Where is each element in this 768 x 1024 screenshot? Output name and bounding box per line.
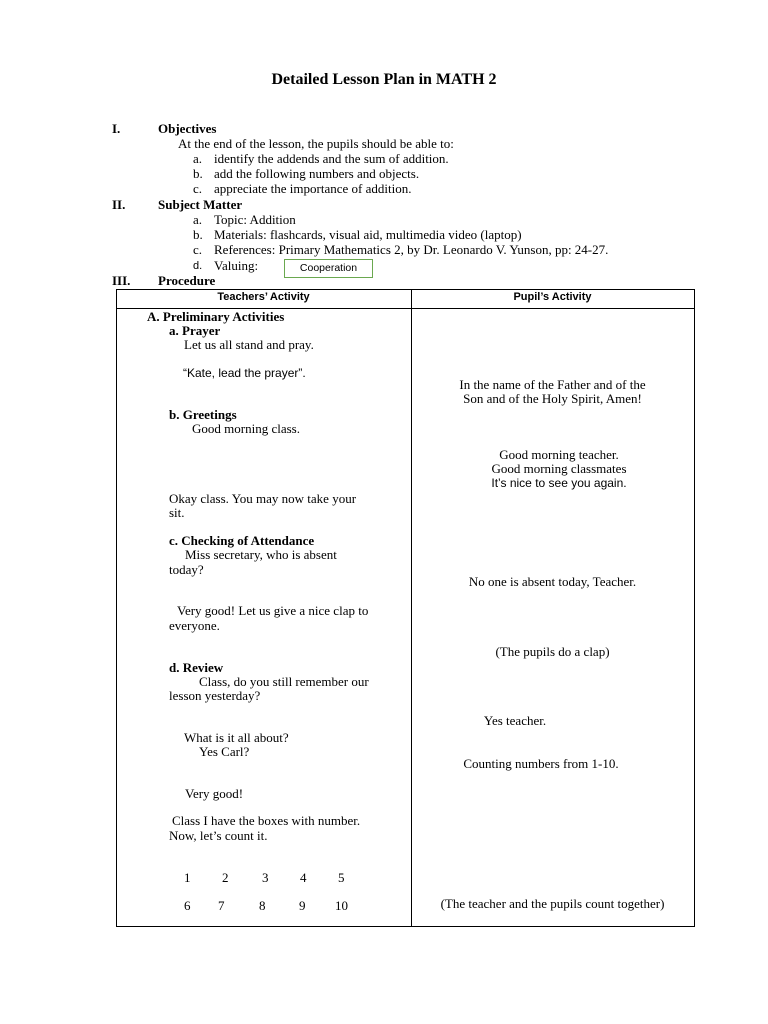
objective-letter: c. (193, 181, 203, 196)
subject-text: References: Primary Mathematics 2, by Dr. Leonardo V. Yunson, pp: 24-27. (214, 242, 609, 257)
objective-letter: a. (193, 151, 203, 166)
pupil-line: No one is absent today, Teacher. (468, 574, 637, 589)
column-header-teacher: Teachers’ Activity (217, 291, 310, 303)
number-box: 4 (300, 870, 307, 885)
teacher-line: Let us all stand and pray. (184, 337, 314, 352)
number-box: 7 (218, 898, 225, 913)
subject-letter: d. (193, 260, 203, 272)
number-box: 6 (184, 898, 191, 913)
subject-letter: a. (193, 212, 203, 227)
teacher-line: sit. (169, 505, 185, 520)
number-box: 5 (338, 870, 345, 885)
number-box: 2 (222, 870, 229, 885)
teacher-line: Very good! Let us give a nice clap to (177, 603, 369, 618)
pupil-line: (The pupils do a clap) (495, 644, 610, 659)
section-number-objectives: I. (112, 121, 121, 136)
valuing-box: Cooperation (284, 259, 373, 278)
teacher-line: Class I have the boxes with number. (172, 813, 361, 828)
teacher-line: What is it all about? (184, 730, 289, 745)
number-box: 8 (259, 898, 266, 913)
objective-text: add the following numbers and objects. (214, 166, 420, 181)
subject-text: Valuing: (214, 258, 259, 273)
subject-letter: c. (193, 242, 203, 257)
pupil-line: (The teacher and the pupils count together) (440, 896, 665, 911)
teacher-line: Very good! (185, 786, 244, 801)
teacher-line: Class, do you still remember our (199, 674, 369, 689)
pupil-line: In the name of the Father and of the (459, 377, 646, 392)
pupil-line: It’s nice to see you again. (491, 476, 627, 490)
teacher-line: Now, let’s count it. (169, 828, 268, 843)
teacher-line: lesson yesterday? (169, 688, 261, 703)
greetings-heading: b. Greetings (169, 407, 237, 422)
number-box: 9 (299, 898, 306, 913)
teacher-line: “Kate, lead the prayer”. (183, 366, 306, 380)
attendance-heading: c. Checking of Attendance (169, 533, 315, 548)
teacher-line: today? (169, 562, 204, 577)
column-header-pupil: Pupil’s Activity (513, 291, 592, 303)
teacher-line: everyone. (169, 618, 220, 633)
section-heading-subject: Subject Matter (158, 197, 243, 212)
page-title: Detailed Lesson Plan in MATH 2 (271, 71, 497, 88)
teacher-line: Okay class. You may now take your (169, 491, 357, 506)
pupil-line: Good morning classmates (491, 461, 627, 476)
subject-text: Topic: Addition (214, 212, 296, 227)
objectives-intro: At the end of the lesson, the pupils should be able to: (178, 136, 454, 151)
number-box: 10 (335, 898, 348, 913)
number-box: 1 (184, 870, 191, 885)
section-number-subject: II. (112, 197, 126, 212)
review-heading: d. Review (169, 660, 224, 675)
teacher-line: Good morning class. (192, 421, 300, 436)
pupil-line: Yes teacher. (483, 713, 547, 728)
pupil-line: Counting numbers from 1-10. (463, 756, 619, 771)
pupil-line: Good morning teacher. (499, 447, 619, 462)
objective-letter: b. (193, 166, 203, 181)
subject-letter: b. (193, 227, 203, 242)
number-box: 3 (262, 870, 269, 885)
pupil-line: Son and of the Holy Spirit, Amen! (463, 391, 642, 406)
preliminary-activities-heading: A. Preliminary Activities (147, 309, 285, 324)
teacher-line: Miss secretary, who is absent (185, 547, 337, 562)
prayer-heading: a. Prayer (169, 323, 221, 338)
teacher-line: Yes Carl? (199, 744, 250, 759)
objective-text: identify the addends and the sum of addition. (214, 151, 449, 166)
section-number-procedure: III. (112, 273, 131, 288)
objective-text: appreciate the importance of addition. (214, 181, 412, 196)
subject-text: Materials: flashcards, visual aid, multimedia video (laptop) (214, 227, 522, 242)
section-heading-objectives: Objectives (158, 121, 217, 136)
section-heading-procedure: Procedure (158, 273, 216, 288)
